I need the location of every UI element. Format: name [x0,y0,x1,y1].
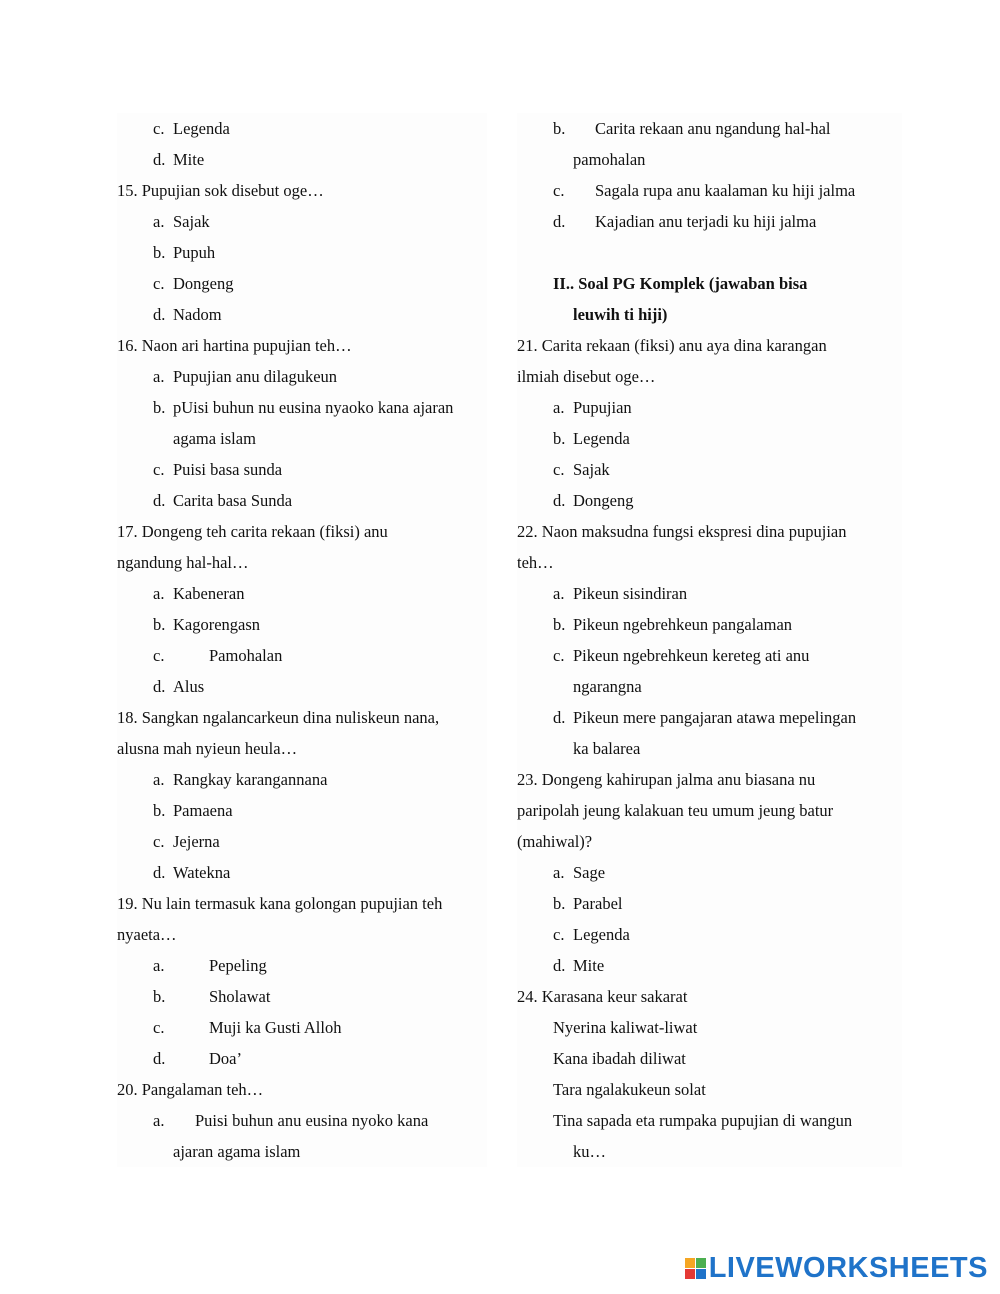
option-c [517,454,902,485]
option-text: Dongeng [573,491,634,510]
option-label: b. [153,398,166,417]
option-label: d. [153,1049,166,1068]
right-column [517,113,902,1167]
logo-text: LIVEWORKSHEETS [708,1252,988,1284]
option-b-continued: pamohalan [573,150,646,169]
option-text: Pupujian anu dilagukeun [173,367,338,386]
option-text: Jejerna [173,832,220,851]
option-b-continued: agama islam [173,429,256,448]
section-heading: II.. Soal PG Komplek (jawaban bisa [553,274,808,293]
option-c [117,268,487,299]
option-c [117,640,487,671]
option-c [117,454,487,485]
option-d [117,299,487,330]
option-c [117,826,487,857]
option-text: Pikeun ngebrehkeun kereteg ati anu [573,646,810,665]
option-label: b. [553,429,566,448]
option-d [517,485,902,516]
poem-line: Tara ngalakukeun solat [553,1080,706,1099]
option-d [117,485,487,516]
option-b [517,423,902,454]
option-text: Mite [573,956,605,975]
option-a [117,578,487,609]
option-b [517,609,902,640]
option-label: c. [553,646,565,665]
left-column [117,113,487,1167]
option-label: c. [553,925,565,944]
option-label: d. [153,677,166,696]
question-22-continued: teh… [517,553,554,572]
option-text: Legenda [573,925,630,944]
option-d [117,671,487,702]
question-17-continued: ngandung hal-hal… [117,553,249,572]
option-a [117,950,487,981]
option-text: Sholawat [209,987,271,1006]
option-b [117,981,487,1012]
poem-line: Kana ibadah diliwat [553,1049,686,1068]
option-d [117,857,487,888]
option-text: Sajak [573,460,610,479]
option-text: Kagorengasn [173,615,261,634]
option-text: Carita rekaan anu ngandung hal-hal [595,119,831,138]
question-19-continued: nyaeta… [117,925,177,944]
option-label: a. [153,212,165,231]
question-20: 20. Pangalaman teh… [117,1080,264,1099]
option-label: d. [153,150,166,169]
option-text: Puisi basa sunda [173,460,283,479]
option-text: Pikeun sisindiran [573,584,688,603]
option-label: a. [553,398,565,417]
question-22: 22. Naon maksudna fungsi ekspresi dina pupujian [517,522,847,541]
option-text: Parabel [573,894,623,913]
option-text: Sagala rupa anu kaalaman ku hiji jalma [595,181,856,200]
option-text: pUisi buhun nu eusina nyaoko kana ajaran [173,398,454,417]
option-d [517,206,902,237]
option-label: c. [153,646,165,665]
option-text: Alus [173,677,205,696]
option-label: d. [553,708,566,727]
option-c [117,113,487,144]
option-c-continued: ngarangna [573,677,642,696]
section-heading-continued: leuwih ti hiji) [573,305,668,324]
option-c [517,919,902,950]
option-label: a. [153,770,165,789]
option-a [117,764,487,795]
option-label: c. [153,832,165,851]
option-label: b. [553,615,566,634]
question-24-prompt-continued: ku… [573,1142,606,1161]
option-d-continued: ka balarea [573,739,641,758]
option-a [117,206,487,237]
option-b [117,795,487,826]
option-a-continued: ajaran agama islam [173,1142,301,1161]
question-17: 17. Dongeng teh carita rekaan (fiksi) anu [117,522,388,541]
option-text: Pikeun ngebrehkeun pangalaman [573,615,793,634]
option-label: c. [153,119,165,138]
question-21-continued: ilmiah disebut oge… [517,367,656,386]
option-label: d. [153,491,166,510]
option-text: Kajadian anu terjadi ku hiji jalma [595,212,817,231]
option-text: Legenda [173,119,230,138]
option-text: Puisi buhun anu eusina nyoko kana [195,1111,429,1130]
option-text: Nadom [173,305,222,324]
option-text: Dongeng [173,274,234,293]
option-text: Mite [173,150,205,169]
option-label: a. [153,1111,165,1130]
option-label: a. [553,863,565,882]
option-label: c. [553,181,565,200]
option-label: c. [153,460,165,479]
question-23-continued: paripolah jeung kalakuan teu umum jeung batur [517,801,834,820]
option-b [517,888,902,919]
option-b [517,113,902,144]
option-label: b. [153,243,166,262]
option-text: Legenda [573,429,630,448]
question-19: 19. Nu lain termasuk kana golongan pupujian teh [117,894,443,913]
option-label: a. [153,367,165,386]
option-label: a. [153,584,165,603]
question-18: 18. Sangkan ngalancarkeun dina nuliskeun nana, [117,708,440,727]
question-18-continued: alusna mah nyieun heula… [117,739,298,758]
spacer [517,237,902,268]
option-label: d. [553,956,566,975]
option-label: b. [553,894,566,913]
option-text: Pamohalan [209,646,283,665]
question-24-prompt: Tina sapada eta rumpaka pupujian di wangun [553,1111,853,1130]
option-text: Pamaena [173,801,233,820]
question-16: 16. Naon ari hartina pupujian teh… [117,336,352,355]
option-label: b. [553,119,566,138]
option-text: Rangkay karangannana [173,770,328,789]
poem-line: Nyerina kaliwat-liwat [553,1018,698,1037]
option-label: c. [153,274,165,293]
option-d [117,1043,487,1074]
question-15: 15. Pupujian sok disebut oge… [117,181,324,200]
option-a [517,857,902,888]
question-23: 23. Dongeng kahirupan jalma anu biasana nu [517,770,816,789]
option-a [517,392,902,423]
option-d [517,702,902,733]
option-d [517,950,902,981]
option-c [117,1012,487,1043]
option-label: d. [553,491,566,510]
liveworksheets-logo [685,1252,988,1285]
option-c [517,640,902,671]
option-text: Muji ka Gusti Alloh [209,1018,342,1037]
option-b [117,237,487,268]
option-label: b. [153,615,166,634]
option-text: Carita basa Sunda [173,491,293,510]
question-23-continued: (mahiwal)? [517,832,593,851]
option-text: Pepeling [209,956,267,975]
option-text: Sage [573,863,606,882]
liveworksheets-logo-icon [685,1258,706,1279]
option-text: Sajak [173,212,210,231]
option-a [117,1105,487,1136]
question-21: 21. Carita rekaan (fiksi) anu aya dina karangan [517,336,827,355]
option-c [517,175,902,206]
question-24: 24. Karasana keur sakarat [517,987,688,1006]
option-text: Doa’ [209,1049,242,1068]
option-label: d. [153,305,166,324]
option-label: d. [153,863,166,882]
option-d [117,144,487,175]
option-label: a. [553,584,565,603]
option-label: c. [153,1018,165,1037]
option-label: b. [153,987,166,1006]
option-label: b. [153,801,166,820]
option-text: Kabeneran [173,584,245,603]
option-text: Pikeun mere pangajaran atawa mepelingan [573,708,857,727]
option-text: Watekna [173,863,231,882]
option-b [117,609,487,640]
option-a [517,578,902,609]
option-label: a. [153,956,165,975]
option-a [117,361,487,392]
option-text: Pupuh [173,243,216,262]
option-label: d. [553,212,566,231]
option-b [117,392,487,423]
option-text: Pupujian [573,398,632,417]
option-label: c. [553,460,565,479]
